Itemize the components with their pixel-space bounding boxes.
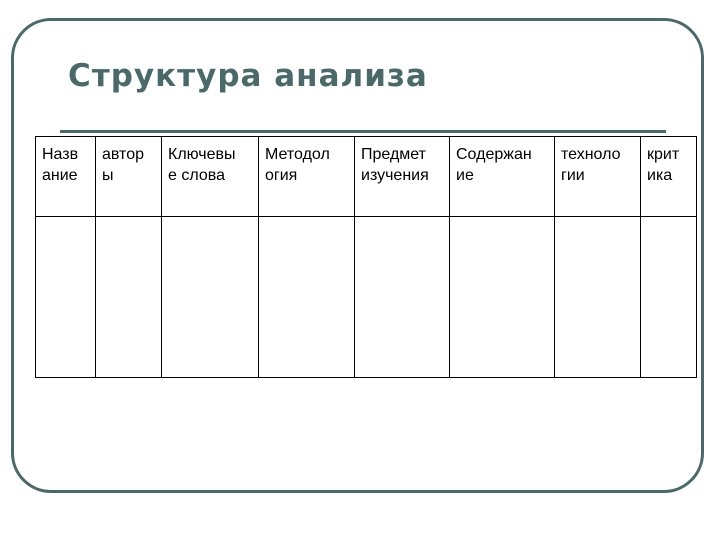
- header-line-2: ика: [647, 167, 673, 184]
- header-line-2: изучения: [361, 167, 429, 184]
- title-underline: [60, 130, 666, 133]
- header-line-2: ы: [102, 167, 114, 184]
- table-cell: [96, 217, 162, 378]
- header-line-1: Ключевы: [168, 146, 236, 163]
- column-header-content: [450, 137, 555, 217]
- header-line-2: ание: [42, 167, 78, 184]
- header-line-1: Методол: [265, 146, 330, 163]
- table-cell: [162, 217, 259, 378]
- header-line-1: Предмет: [361, 146, 426, 163]
- header-line-2: е слова: [168, 167, 225, 184]
- column-header-authors: [96, 137, 162, 217]
- table-cell: [450, 217, 555, 378]
- header-line-1: Содержан: [456, 146, 532, 163]
- table-cell: [355, 217, 450, 378]
- header-line-1: техноло: [561, 146, 621, 163]
- slide-title: Структура анализа: [68, 58, 428, 94]
- column-header-technologies: [555, 137, 641, 217]
- header-line-2: огия: [265, 167, 298, 184]
- header-line-1: крит: [647, 146, 680, 163]
- table-cell: [36, 217, 96, 378]
- table-row: [36, 217, 697, 378]
- header-line-1: Назв: [42, 146, 79, 163]
- header-line-1: автор: [102, 146, 144, 163]
- header-line-2: ие: [456, 167, 474, 184]
- analysis-structure-table: [35, 136, 697, 378]
- column-header-subject: [355, 137, 450, 217]
- column-header-critique: [641, 137, 697, 217]
- table-cell: [259, 217, 355, 378]
- table-cell: [555, 217, 641, 378]
- column-header-title: [36, 137, 96, 217]
- header-line-2: гии: [561, 167, 585, 184]
- column-header-methodology: [259, 137, 355, 217]
- table-cell: [641, 217, 697, 378]
- table-header-row: [36, 137, 697, 217]
- column-header-keywords: [162, 137, 259, 217]
